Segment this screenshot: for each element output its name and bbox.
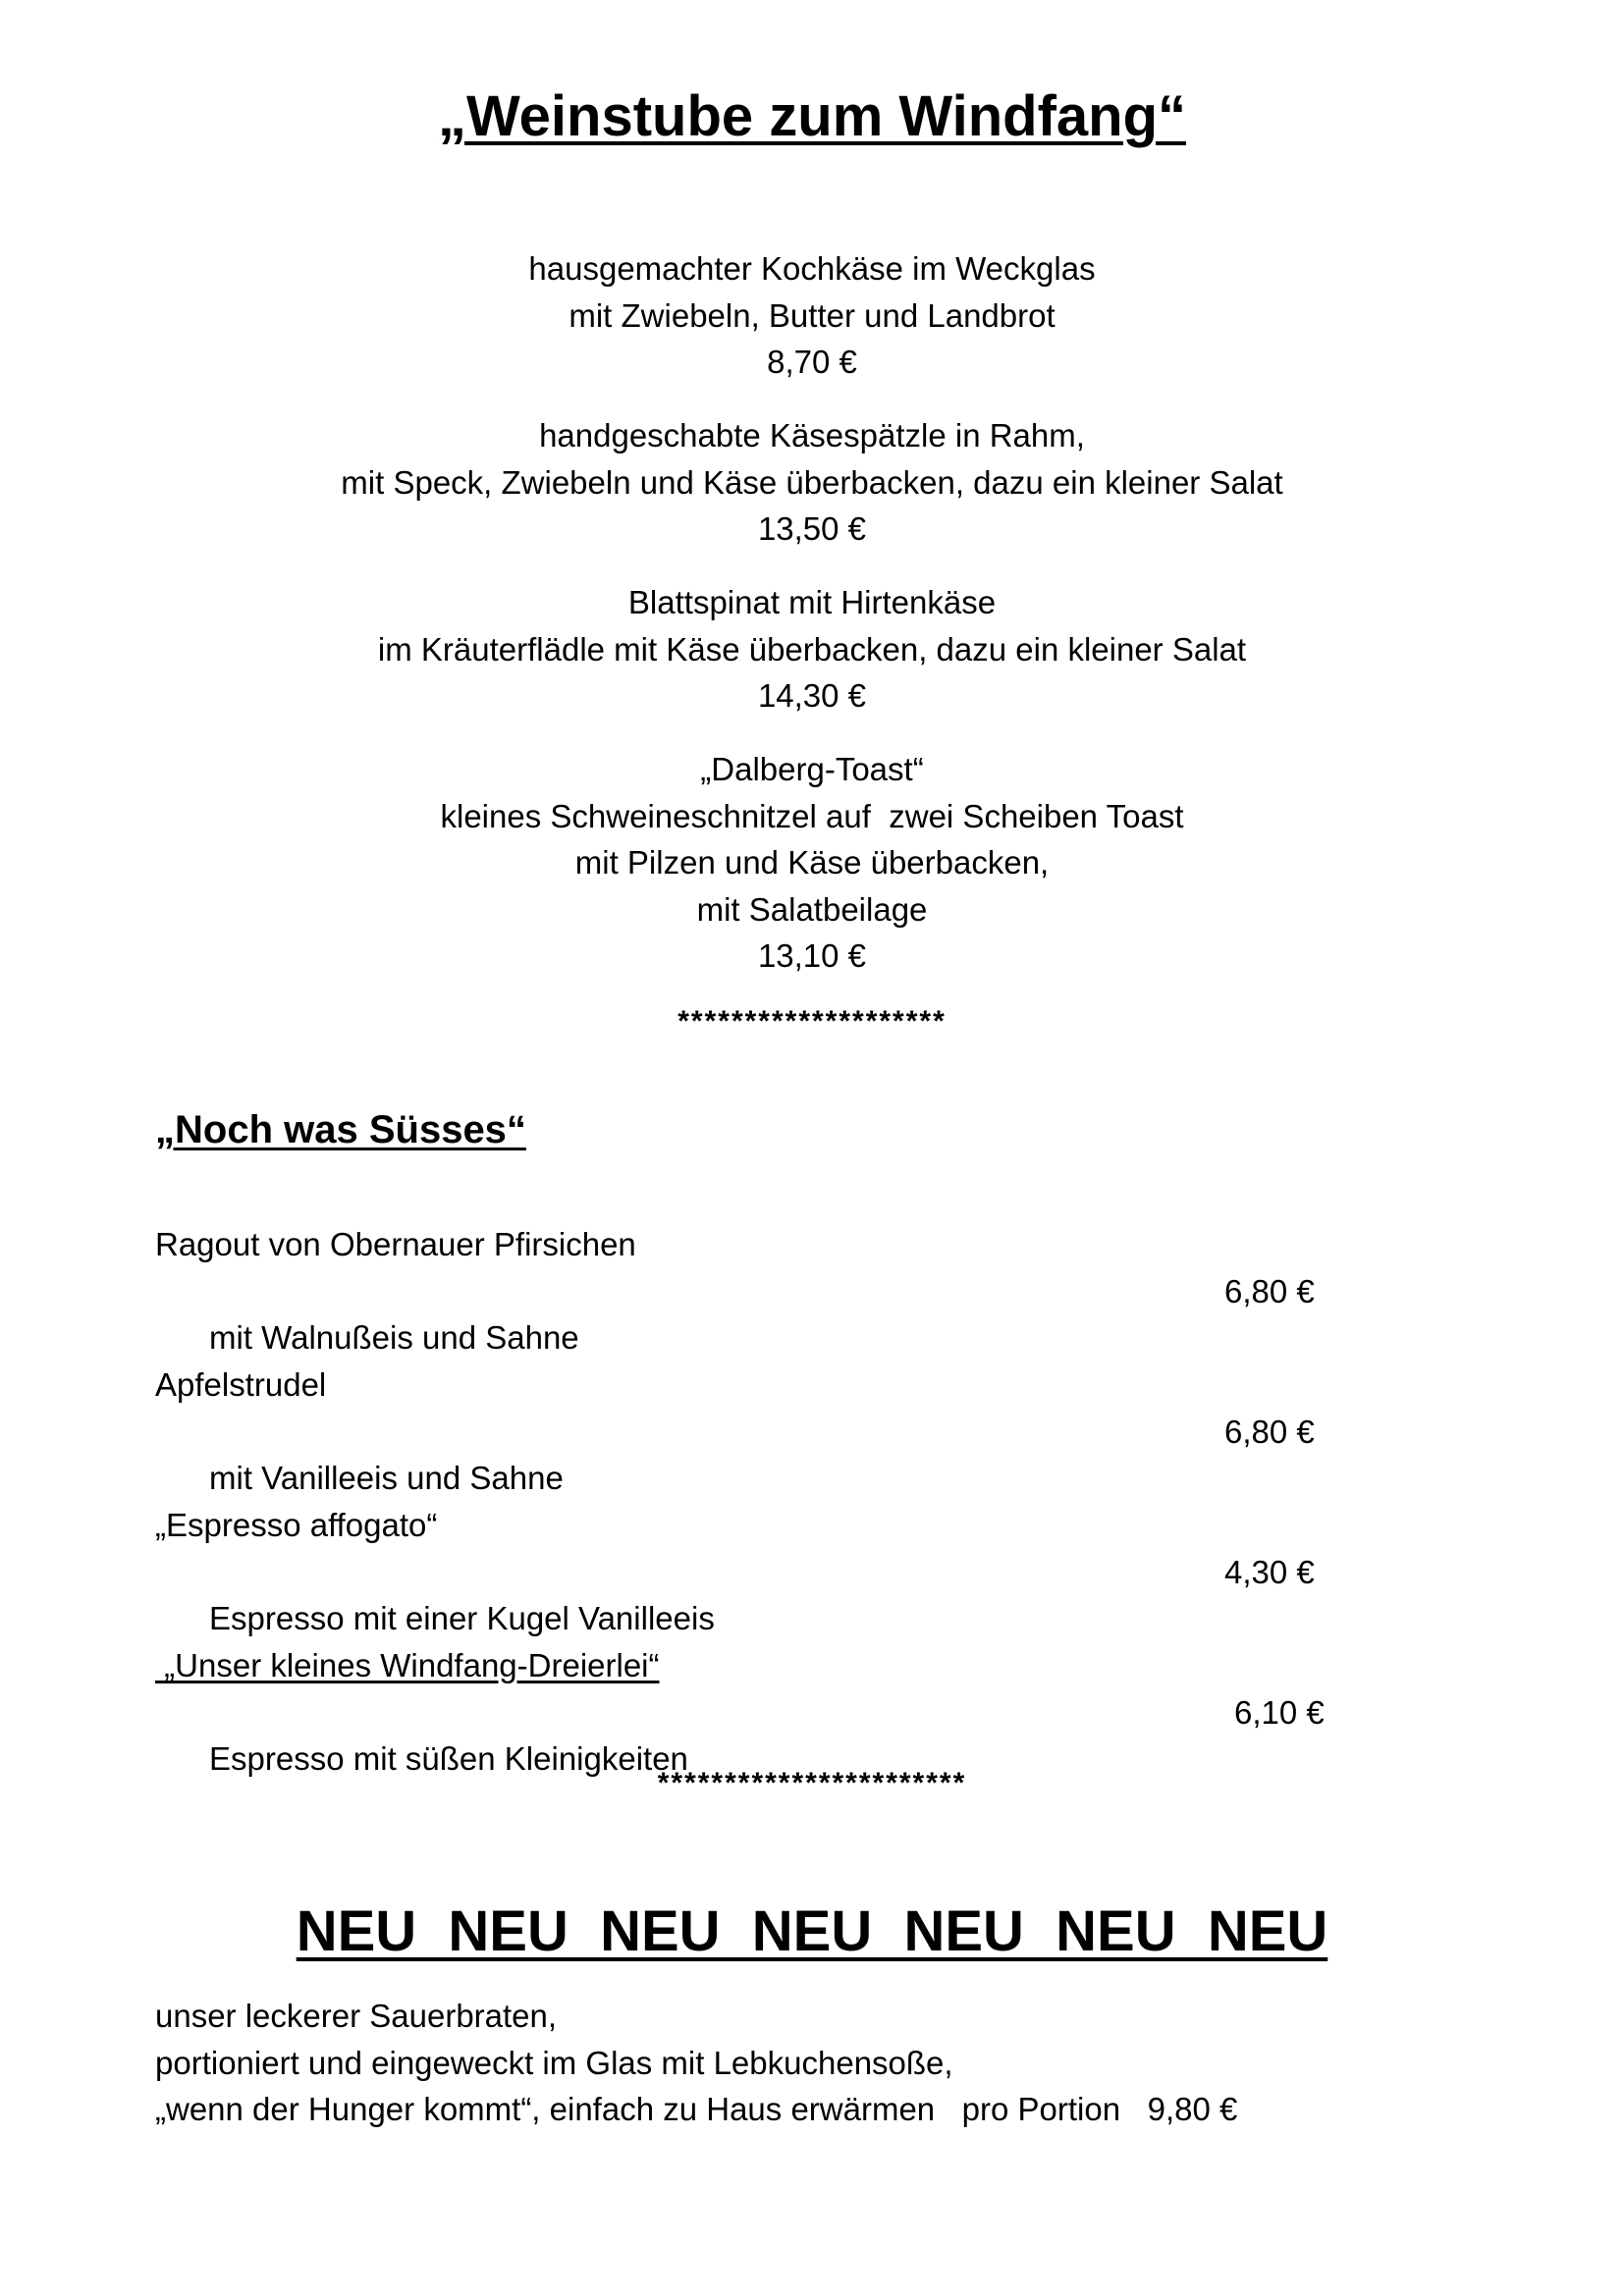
dessert-item xyxy=(155,1502,1333,1636)
special-offer xyxy=(155,1993,1237,2133)
dish-price: 8,70 € xyxy=(767,344,857,380)
dish-line: handgeschabte Käsespätzle in Rahm, xyxy=(539,417,1085,454)
dish-line: im Kräuterflädle mit Käse überbacken, dazu ein kleiner Salat xyxy=(377,630,1247,667)
neu-heading: NEU NEU NEU NEU NEU NEU NEU xyxy=(296,1899,1328,1963)
dish-price: 13,50 € xyxy=(757,510,867,547)
dessert-item xyxy=(155,1642,1333,1777)
dish-line: hausgemachter Kochkäse im Weckglas xyxy=(528,250,1096,287)
dish-blattspinat xyxy=(0,579,1624,720)
special-line: unser leckerer Sauerbraten, xyxy=(155,1998,558,2034)
special-line: portioniert und eingeweckt im Glas mit Lebkuchensoße, xyxy=(155,2044,953,2081)
dessert-name: „Unser kleines Windfang-Dreierlei“ xyxy=(155,1647,660,1683)
dessert-name: „Espresso affogato“ xyxy=(155,1507,438,1543)
dish-line: „Dalberg-Toast“ xyxy=(700,751,924,787)
dish-line: kleines Schweineschnitzel auf zwei Scheiben Toast xyxy=(440,797,1184,834)
dish-kochkaese xyxy=(0,245,1624,386)
dessert-price: 6,80 € xyxy=(1224,1272,1315,1309)
dessert-desc-row xyxy=(155,1549,1333,1636)
dessert-name: Apfelstrudel xyxy=(155,1366,327,1403)
dish-line: mit Pilzen und Käse überbacken, xyxy=(574,844,1050,881)
dessert-item xyxy=(155,1362,1333,1496)
dish-line: Blattspinat mit Hirtenkäse xyxy=(627,584,997,620)
dessert-desc: Espresso mit süßen Kleinigkeiten xyxy=(209,1740,688,1777)
page-title: „Weinstube zum Windfang“ xyxy=(437,84,1187,148)
dish-line: mit Zwiebeln, Butter und Landbrot xyxy=(568,296,1056,334)
dish-line: mit Speck, Zwiebeln und Käse überbacken, dazu ein kleiner Salat xyxy=(341,463,1283,501)
dish-line: mit Salatbeilage xyxy=(696,890,928,928)
dessert-desc: mit Walnußeis und Sahne xyxy=(209,1319,579,1356)
dessert-price: 4,30 € xyxy=(1224,1553,1315,1590)
divider-stars: ******************** xyxy=(677,1005,947,1038)
dessert-desc-row xyxy=(155,1409,1333,1496)
divider-stars: *********************** xyxy=(657,1767,967,1799)
dessert-price: 6,80 € xyxy=(1224,1413,1315,1450)
dessert-desc: Espresso mit einer Kugel Vanilleeis xyxy=(209,1600,715,1636)
dish-kaesespaetzle xyxy=(0,412,1624,553)
dish-price: 14,30 € xyxy=(757,677,867,714)
dish-dalberg-toast xyxy=(0,746,1624,980)
dessert-desc-row xyxy=(155,1689,1333,1777)
special-line: „wenn der Hunger kommt“, einfach zu Haus erwärmen pro Portion 9,80 € xyxy=(155,2091,1238,2127)
dessert-section-title: „Noch was Süsses“ xyxy=(155,1108,526,1151)
dish-price: 13,10 € xyxy=(757,937,867,974)
dessert-name: Ragout von Obernauer Pfirsichen xyxy=(155,1226,636,1262)
dessert-price: 6,10 € xyxy=(1234,1693,1325,1731)
dessert-desc-row xyxy=(155,1268,1333,1356)
dessert-desc: mit Vanilleeis und Sahne xyxy=(209,1460,564,1496)
dessert-item xyxy=(155,1221,1333,1356)
